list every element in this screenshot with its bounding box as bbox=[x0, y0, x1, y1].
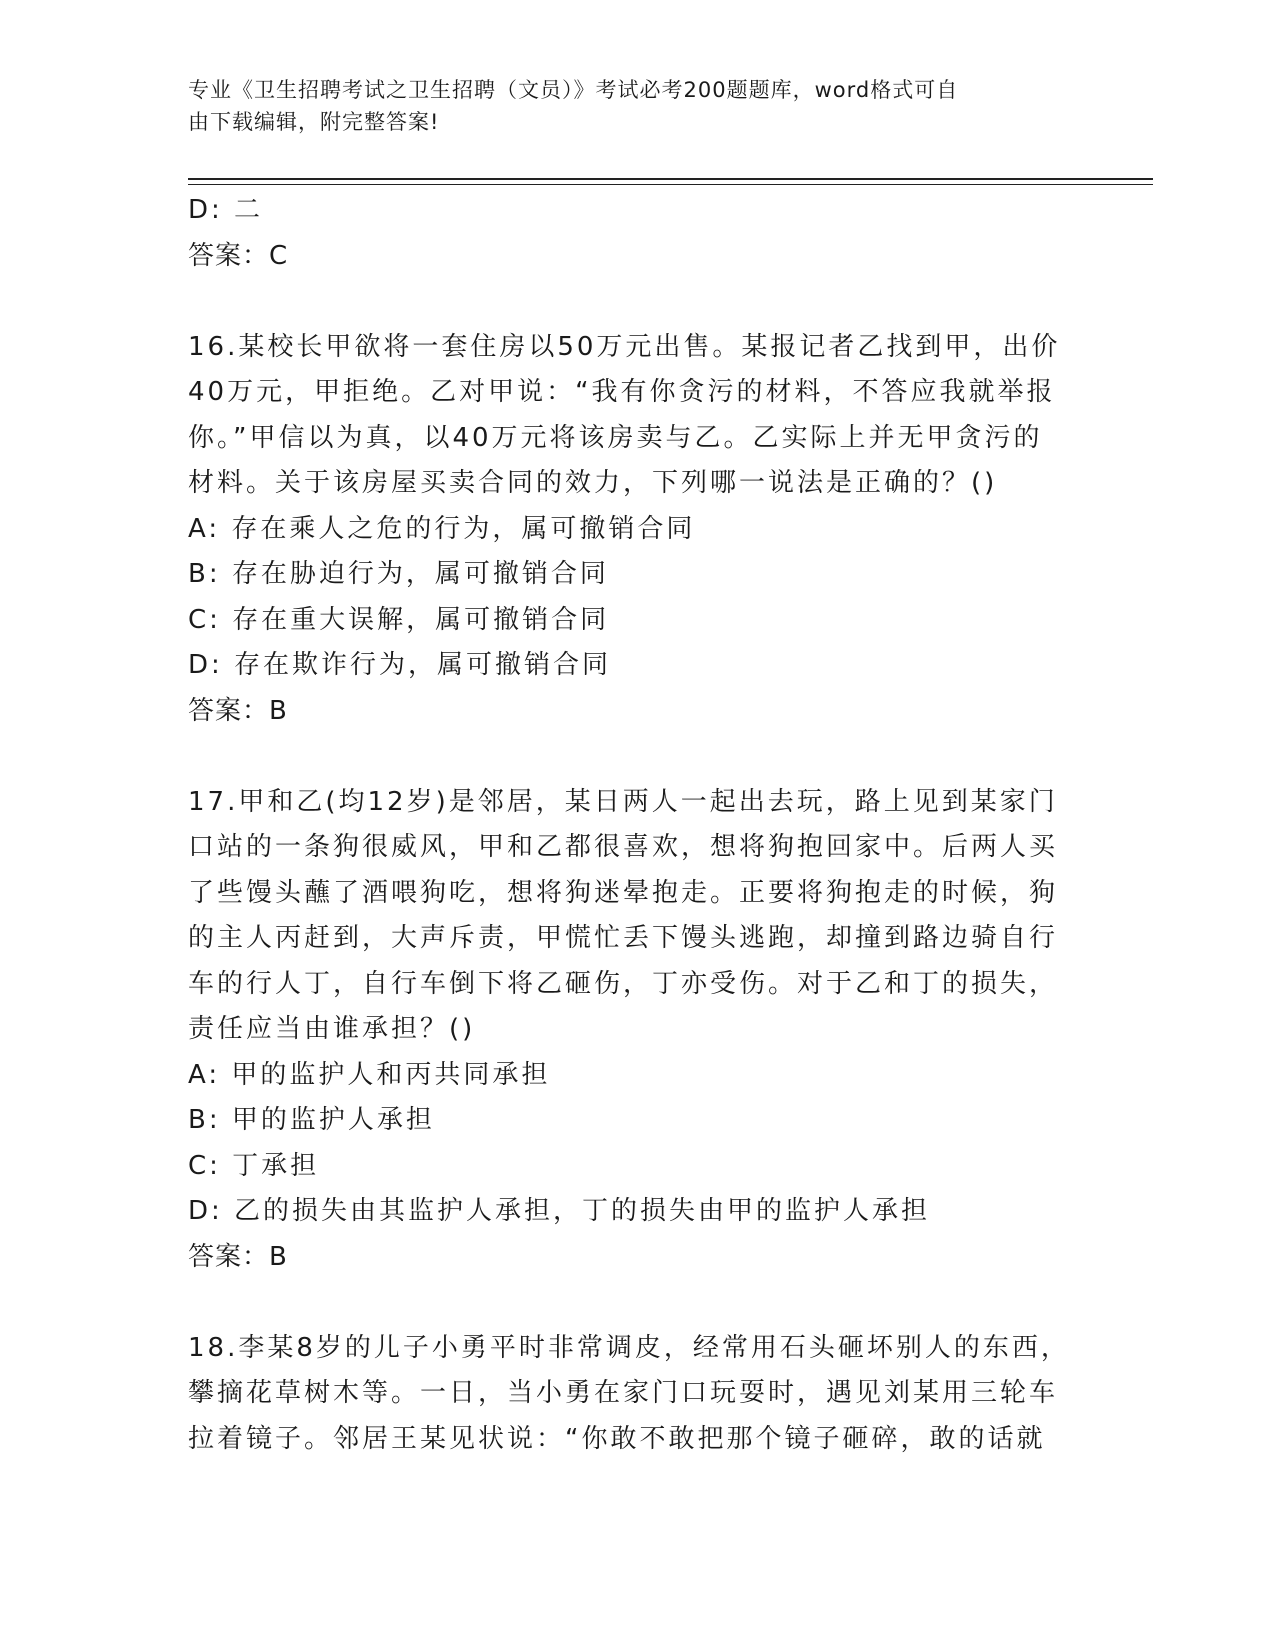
question-16-option-b: B: 存在胁迫行为，属可撤销合同 bbox=[188, 559, 609, 589]
question-17-line: 的主人丙赶到，大声斥责，甲慌忙丢下馒头逃跑，却撞到路边骑自行 bbox=[188, 923, 1059, 953]
header-line-1: 专业《卫生招聘考试之卫生招聘（文员）》考试必考200题题库，word格式可自 bbox=[188, 78, 959, 102]
question-17-answer: 答案：B bbox=[188, 1241, 288, 1272]
spacer bbox=[188, 279, 1088, 325]
question-16-option-d: D: 存在欺诈行为，属可撤销合同 bbox=[188, 650, 612, 680]
question-16-answer: 答案：B bbox=[188, 695, 288, 726]
question-16-line: 16.某校长甲欲将一套住房以50万元出售。某报记者乙找到甲，出价 bbox=[188, 331, 1061, 362]
prev-option-d: D: 二 bbox=[188, 195, 264, 225]
question-16-option-c: C: 存在重大误解，属可撤销合同 bbox=[188, 604, 610, 635]
header-divider-thin bbox=[188, 184, 1153, 185]
question-17-line: 17.甲和乙(均12岁)是邻居，某日两人一起出去玩，路上见到某家门 bbox=[188, 786, 1058, 817]
question-16-line: 你。”甲信以为真，以40万元将该房卖与乙。乙实际上并无甲贪污的 bbox=[188, 422, 1043, 453]
question-18-line: 拉着镜子。邻居王某见状说：“你敢不敢把那个镜子砸碎，敢的话就 bbox=[188, 1423, 1046, 1454]
question-18-line: 18.李某8岁的儿子小勇平时非常调皮，经常用石头砸坏别人的东西， bbox=[188, 1332, 1070, 1363]
question-17 bbox=[188, 780, 1088, 1281]
document-header bbox=[188, 74, 1088, 138]
question-18-line: 攀摘花草树木等。一日，当小勇在家门口玩耍时，遇见刘某用三轮车 bbox=[188, 1378, 1059, 1408]
question-18 bbox=[188, 1326, 1088, 1463]
question-16-line: 40万元，甲拒绝。乙对甲说：“我有你贪污的材料，不答应我就举报 bbox=[188, 377, 1056, 407]
question-17-line: 车的行人丁，自行车倒下将乙砸伤，丁亦受伤。对于乙和丁的损失， bbox=[188, 968, 1059, 999]
question-16-line: 材料。关于该房屋买卖合同的效力，下列哪一说法是正确的？() bbox=[188, 468, 998, 498]
question-17-line: 口站的一条狗很威风，甲和乙都很喜欢，想将狗抱回家中。后两人买 bbox=[188, 832, 1059, 862]
question-16 bbox=[188, 325, 1088, 735]
question-16-option-a: A: 存在乘人之危的行为，属可撤销合同 bbox=[188, 513, 696, 544]
question-17-option-b: B: 甲的监护人承担 bbox=[188, 1105, 435, 1135]
question-17-option-a: A: 甲的监护人和丙共同承担 bbox=[188, 1059, 551, 1090]
spacer bbox=[188, 734, 1088, 780]
header-divider-thick bbox=[188, 178, 1153, 180]
question-17-line: 责任应当由谁承担？() bbox=[188, 1014, 476, 1044]
header-line-2: 由下载编辑，附完整答案! bbox=[188, 110, 440, 134]
document-body bbox=[188, 188, 1088, 1462]
question-17-option-c: C: 丁承担 bbox=[188, 1150, 320, 1181]
prev-answer: 答案：C bbox=[188, 240, 289, 271]
spacer bbox=[188, 1280, 1088, 1326]
question-17-option-d: D: 乙的损失由其监护人承担，丁的损失由甲的监护人承担 bbox=[188, 1196, 931, 1226]
question-17-line: 了些馒头蘸了酒喂狗吃，想将狗迷晕抱走。正要将狗抱走的时候，狗 bbox=[188, 877, 1059, 908]
